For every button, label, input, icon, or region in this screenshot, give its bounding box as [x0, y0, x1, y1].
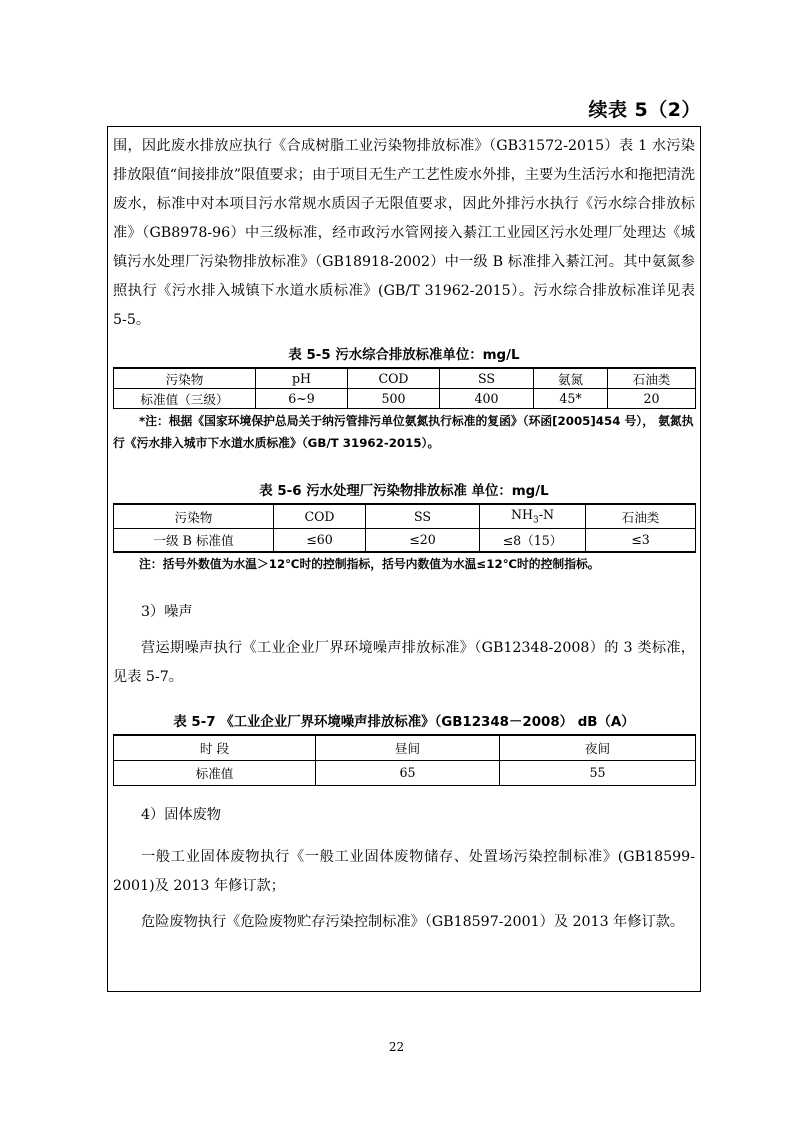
general-solid-waste-paragraph: 一般工业固体废物执行《一般工业固体废物储存、处置场污染控制标准》(GB18599-2001)及 2013 年修订款； — [113, 849, 695, 894]
table-cell: 石油类 — [586, 504, 696, 528]
table-cell: ≤60 — [274, 528, 366, 552]
table-cell: COD — [348, 368, 440, 389]
table-cell: 氨氮 — [534, 368, 608, 389]
table-5-5-note: *注：根据《国家环境保护总局关于纳污管排污单位氨氮执行标准的复函》（环函[2005]454 号）， 氨氮执行《污水排入城市下水道水质标准》（GB/T 31962-2015）。 — [113, 414, 694, 450]
table-cell: ≤8（15） — [480, 528, 586, 552]
table-cell: 污染物 — [114, 368, 256, 389]
table-cell: SS — [440, 368, 534, 389]
hazardous-waste-paragraph: 危险废物执行《危险废物贮存污染控制标准》（GB18597-2001）及 2013 年修订款。 — [141, 914, 685, 930]
table-5-5-caption: 表 5-5 污水综合排放标准单位：mg/L — [288, 348, 520, 363]
table-cell: 45* — [534, 389, 608, 409]
noise-paragraph: 营运期噪声执行《工业企业厂界环境噪声排放标准》（GB12348-2008）的 3 类标准，见表 5-7。 — [113, 640, 695, 685]
table-row — [114, 528, 696, 552]
table-cell: 石油类 — [608, 368, 696, 389]
table-row — [114, 735, 696, 760]
continued-table-heading: 续表 5（2） — [588, 99, 701, 121]
table-5-7 — [113, 734, 696, 786]
table-row — [114, 504, 696, 528]
table-cell: 65 — [316, 760, 500, 785]
table-row — [114, 368, 696, 389]
table-cell: 时 段 — [114, 735, 316, 760]
solid-waste-section-title: 4）固体废物 — [141, 807, 221, 823]
page-number: 22 — [388, 1040, 405, 1054]
table-cell: ≤20 — [366, 528, 480, 552]
wastewater-paragraph: 围，因此废水排放应执行《合成树脂工业污染物排放标准》（GB31572-2015）表 1 水污染排放限值“间接排放”限值要求；由于项目无生产工艺性废水外排，主要为生活污水和拖把清洗废水，标准中对本项目污水常规水质因子无限值要求，因此外排污水执行《污水综合排放标准》（GB8978-96）中三级标准，经市政污水管网接入綦江工业园区污水处理厂处理达《城镇污水处理厂污染物排放标准》（GB18918-2002）中一级 B 标准排入綦江河。其中氨氮参照执行《污水排入城镇下水道水质标准》(GB/T 31962-2015）。污水综合排放标准详见表 5-5。 — [113, 138, 696, 328]
nh-text: NH — [510, 506, 533, 522]
table-5-6-caption: 表 5-6 污水处理厂污染物排放标准 单位：mg/L — [259, 484, 549, 499]
subscript-3: 3 — [533, 515, 539, 526]
table-cell: 一级 B 标准值 — [114, 528, 274, 552]
table-5-7-caption: 表 5-7 《工业企业厂界环境噪声排放标准》（GB12348－2008） dB（A） — [173, 715, 635, 730]
table-cell: 500 — [348, 389, 440, 409]
table-cell: 标准值（三级） — [114, 389, 256, 409]
table-cell: 污染物 — [114, 504, 274, 528]
table-cell: pH — [256, 368, 348, 389]
n-text: -N — [538, 506, 555, 522]
table-5-6-note: 注：括号外数值为水温＞12℃时的控制指标，括号内数值为水温≤12℃时的控制指标。 — [139, 557, 600, 571]
table-cell: 夜间 — [500, 735, 696, 760]
table-cell: 20 — [608, 389, 696, 409]
noise-section-title: 3）噪声 — [141, 604, 193, 620]
table-cell: COD — [274, 504, 366, 528]
table-5-6 — [113, 503, 696, 553]
table-cell: 400 — [440, 389, 534, 409]
table-cell — [480, 504, 586, 528]
table-cell: 55 — [500, 760, 696, 785]
table-cell: 标准值 — [114, 760, 316, 785]
table-row — [114, 389, 696, 409]
nh3-n-label — [510, 506, 555, 526]
table-cell: ≤3 — [586, 528, 696, 552]
table-cell: 6~9 — [256, 389, 348, 409]
table-cell: SS — [366, 504, 480, 528]
table-5-5 — [113, 367, 696, 409]
table-cell: 昼间 — [316, 735, 500, 760]
table-row — [114, 760, 696, 785]
